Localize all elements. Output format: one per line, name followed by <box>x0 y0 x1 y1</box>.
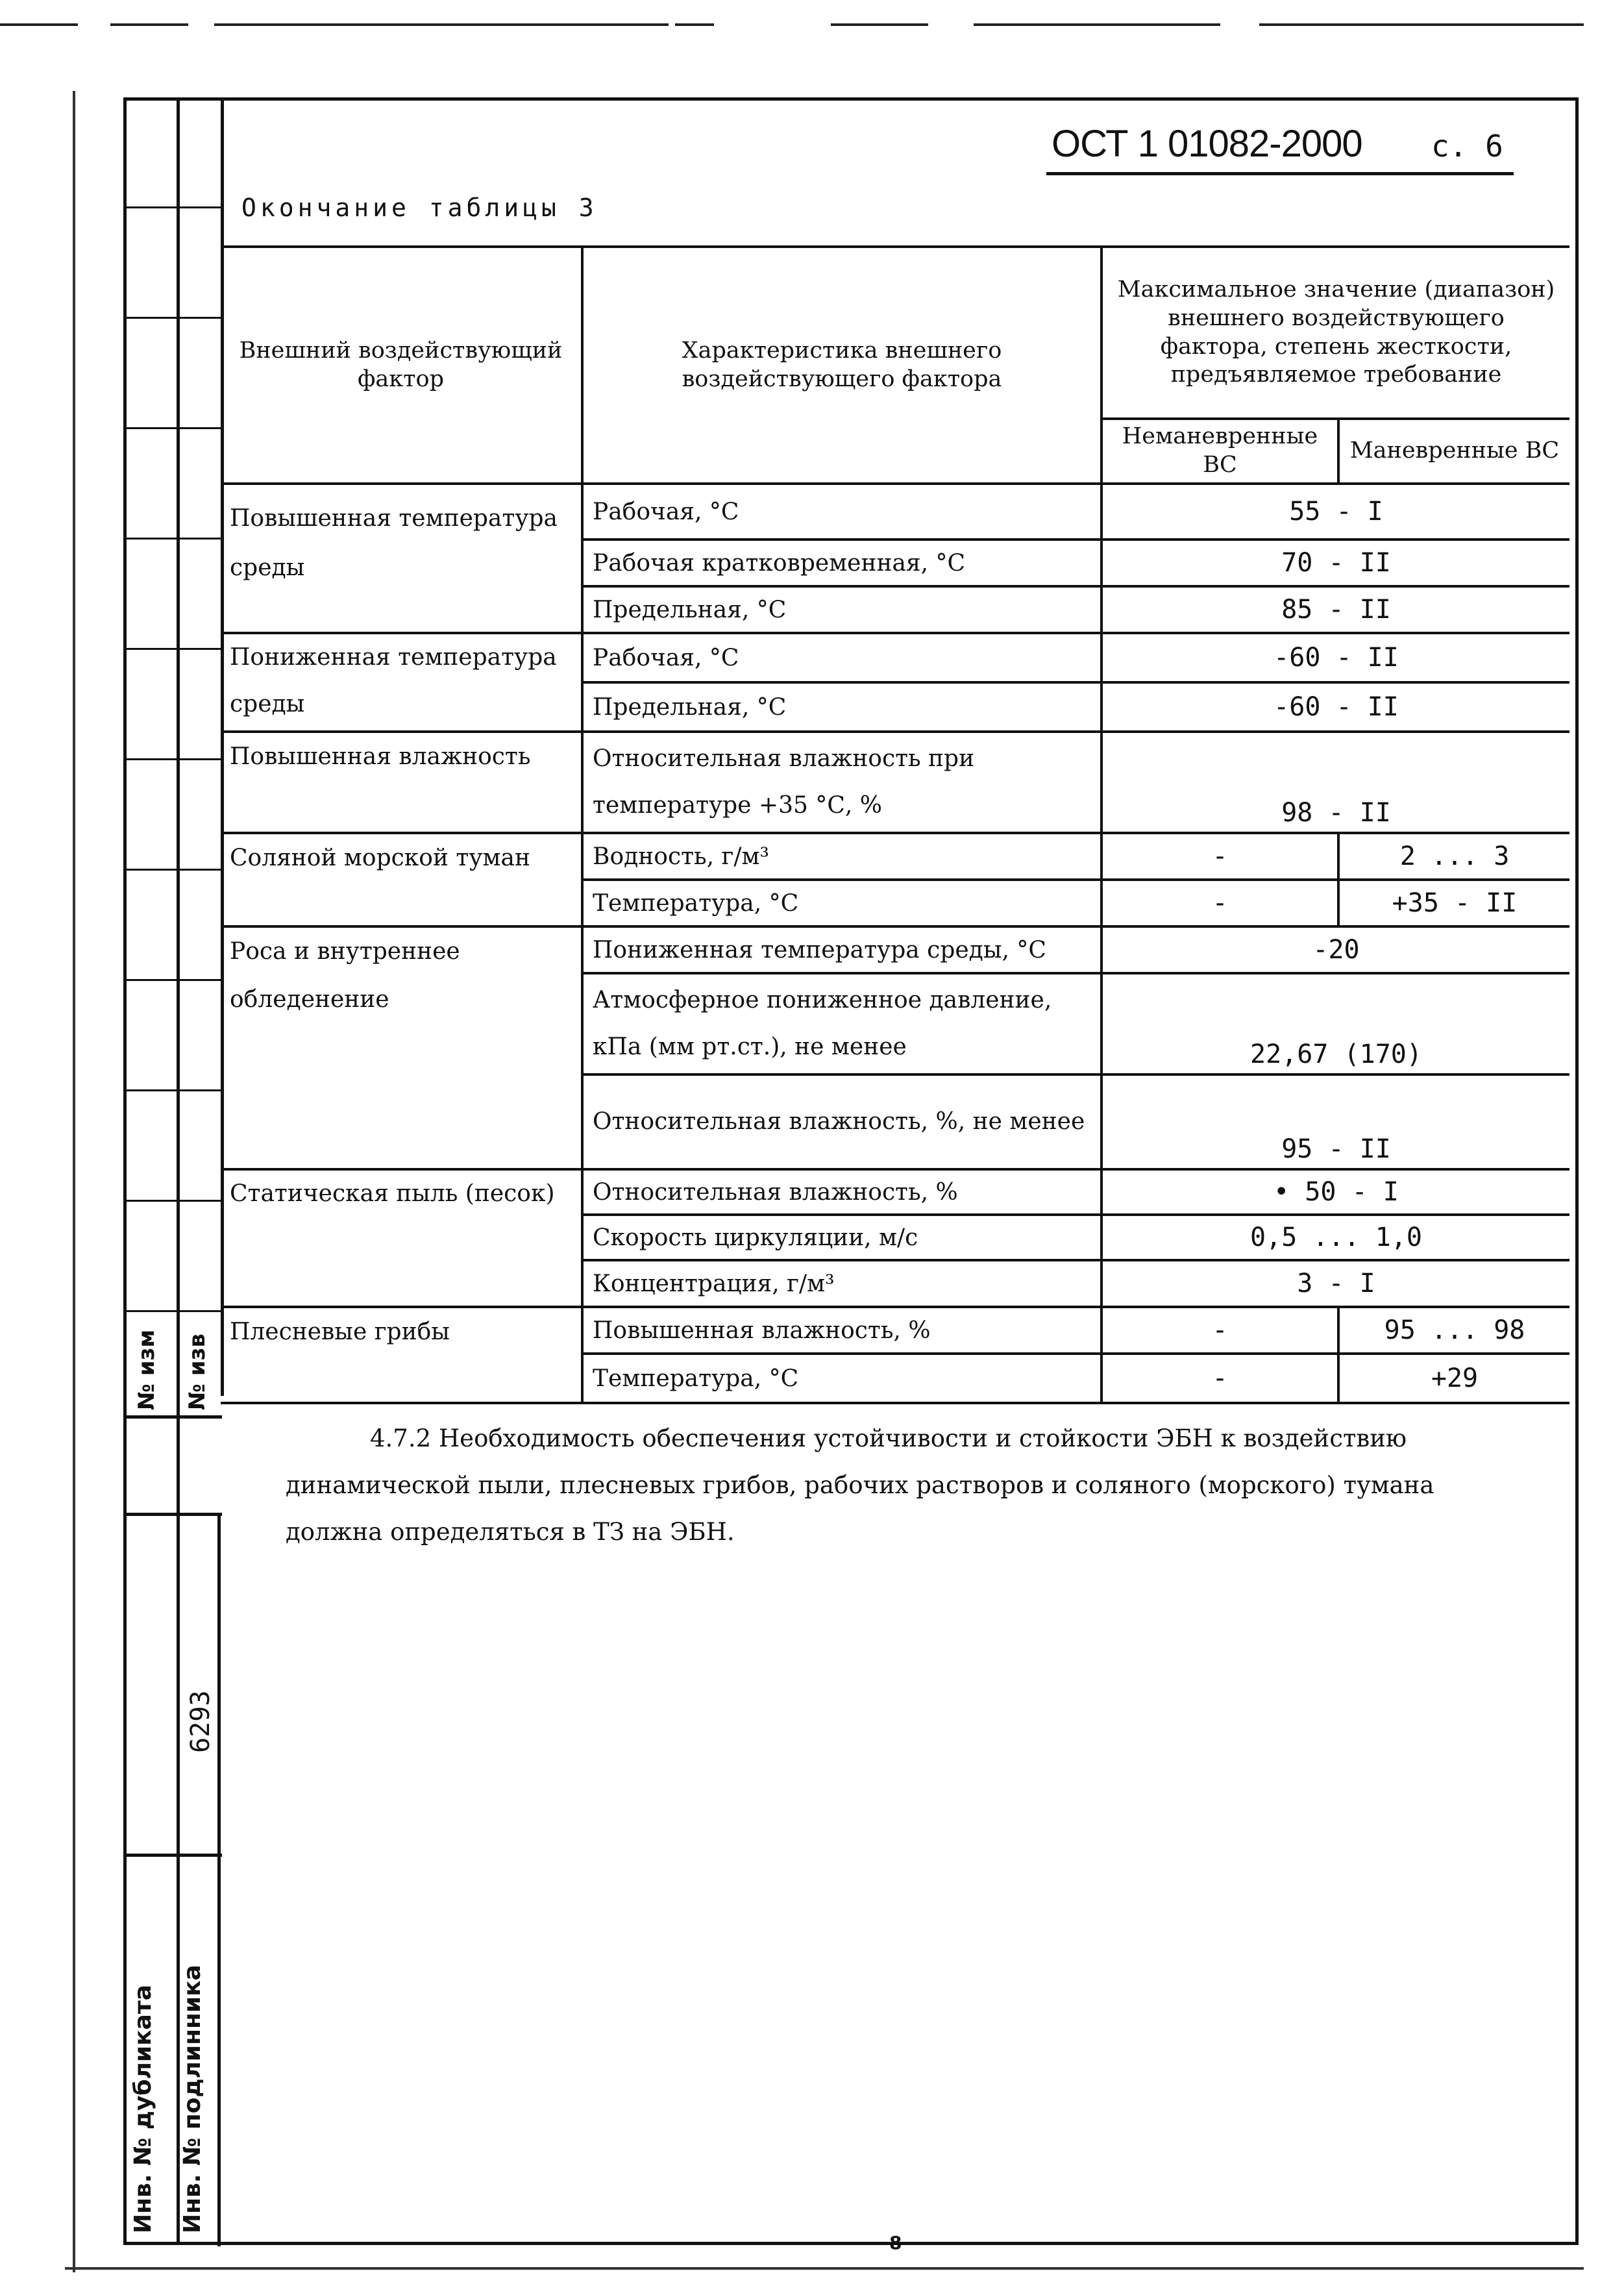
value-nonmaneuver: - <box>1101 1354 1338 1403</box>
characteristic-cell: Водность, г/м³ <box>582 833 1101 880</box>
stamp-izm: № изм <box>134 1329 160 1410</box>
value-cell: 85 - II <box>1101 586 1569 633</box>
header-factor: Внешний воздействующий фактор <box>221 247 582 484</box>
factor-salt-fog: Соляной морской туман <box>221 833 582 926</box>
value-cell: • 50 - I <box>1101 1169 1569 1215</box>
value-cell: 70 - II <box>1101 540 1569 586</box>
page-number: 8 <box>889 2232 902 2253</box>
value-cell: -60 - II <box>1101 682 1569 732</box>
characteristic-cell: Предельная, °С <box>582 586 1101 633</box>
factor-high-temperature: Повышенная температура среды <box>221 484 582 633</box>
stamp-separator <box>123 1415 222 1419</box>
stamp-separator <box>123 1513 222 1516</box>
characteristic-cell: Скорость циркуляции, м/с <box>582 1215 1101 1260</box>
header-maneuver: Маневренные ВС <box>1338 419 1569 484</box>
header-characteristic: Характеристика внешнего воздействующего фактора <box>582 247 1101 484</box>
stamp-number: 6293 <box>186 1690 215 1753</box>
value-cell: -60 - II <box>1101 633 1569 682</box>
value-maneuver: 2 ... 3 <box>1338 833 1569 880</box>
header-nonmaneuver: Неманевренные ВС <box>1101 419 1338 484</box>
characteristic-cell: Относительная влажность, %, не менее <box>582 1074 1101 1169</box>
stamp-strip-inner-border-lower <box>217 1513 221 2246</box>
value-cell: 22,67 (170) <box>1101 973 1569 1074</box>
value-maneuver: +29 <box>1338 1354 1569 1403</box>
characteristic-cell: Температура, °С <box>582 1354 1101 1403</box>
header-max-value: Максимальное значение (диапазон) внешнего воздействующего фактора, степень жесткости, предъявляемое требование <box>1101 247 1569 419</box>
characteristic-cell: Предельная, °С <box>582 682 1101 732</box>
factor-dew-icing: Роса и внутреннее обледенение <box>221 926 582 1169</box>
table-title: Окончание таблицы 3 <box>241 193 598 222</box>
characteristic-cell: Рабочая кратковременная, °С <box>582 540 1101 586</box>
value-nonmaneuver: - <box>1101 880 1338 926</box>
value-maneuver: +35 - II <box>1338 880 1569 926</box>
stamp-izv: № изв <box>184 1334 210 1410</box>
page-label: с. 6 <box>1431 129 1503 164</box>
characteristic-cell: Температура, °С <box>582 880 1101 926</box>
value-nonmaneuver: - <box>1101 1307 1338 1354</box>
value-cell: 98 - II <box>1101 732 1569 833</box>
stamp-strip-divider <box>177 97 180 2245</box>
value-cell: 95 - II <box>1101 1074 1569 1169</box>
characteristic-cell: Относительная влажность, % <box>582 1169 1101 1215</box>
data-table <box>221 245 1569 1404</box>
characteristic-cell: Повышенная влажность, % <box>582 1307 1101 1354</box>
title-underline <box>1046 172 1514 175</box>
value-cell: 0,5 ... 1,0 <box>1101 1215 1569 1260</box>
characteristic-cell: Атмосферное пониженное давление, кПа (мм рт.ст.), не менее <box>582 973 1101 1074</box>
outer-left-margin-line <box>73 91 75 2272</box>
value-cell: 3 - I <box>1101 1260 1569 1307</box>
paragraph-4-7-2: 4.7.2 Необходимость обеспечения устойчивости и стойкости ЭБН к воздействию динамической пыли, плесневых грибов, рабочих растворов и соляного (морского) тумана должна определяться в ТЗ на ЭБН. <box>286 1424 1434 1546</box>
factor-low-temperature: Пониженная температура среды <box>221 633 582 732</box>
value-cell: -20 <box>1101 926 1569 973</box>
outer-bottom-margin-line <box>65 2267 1584 2270</box>
stamp-inv-podl: Инв. № подлинника <box>179 1965 206 2233</box>
stamp-separator <box>123 1854 222 1857</box>
characteristic-cell: Рабочая, °С <box>582 633 1101 682</box>
value-cell: 55 - I <box>1101 484 1569 540</box>
characteristic-cell: Рабочая, °С <box>582 484 1101 540</box>
document-number: ОСТ 1 01082-2000 <box>1052 123 1362 165</box>
factor-humidity: Повышенная влажность <box>221 732 582 833</box>
factor-mold: Плесневые грибы <box>221 1307 582 1403</box>
characteristic-cell: Относительная влажность при температуре +35 °С, % <box>582 732 1101 833</box>
value-maneuver: 95 ... 98 <box>1338 1307 1569 1354</box>
value-nonmaneuver: - <box>1101 833 1338 880</box>
characteristic-cell: Концентрация, г/м³ <box>582 1260 1101 1307</box>
factor-static-dust: Статическая пыль (песок) <box>221 1169 582 1307</box>
stamp-inv-dubl: Инв. № дубликата <box>130 1985 156 2233</box>
characteristic-cell: Пониженная температура среды, °С <box>582 926 1101 973</box>
